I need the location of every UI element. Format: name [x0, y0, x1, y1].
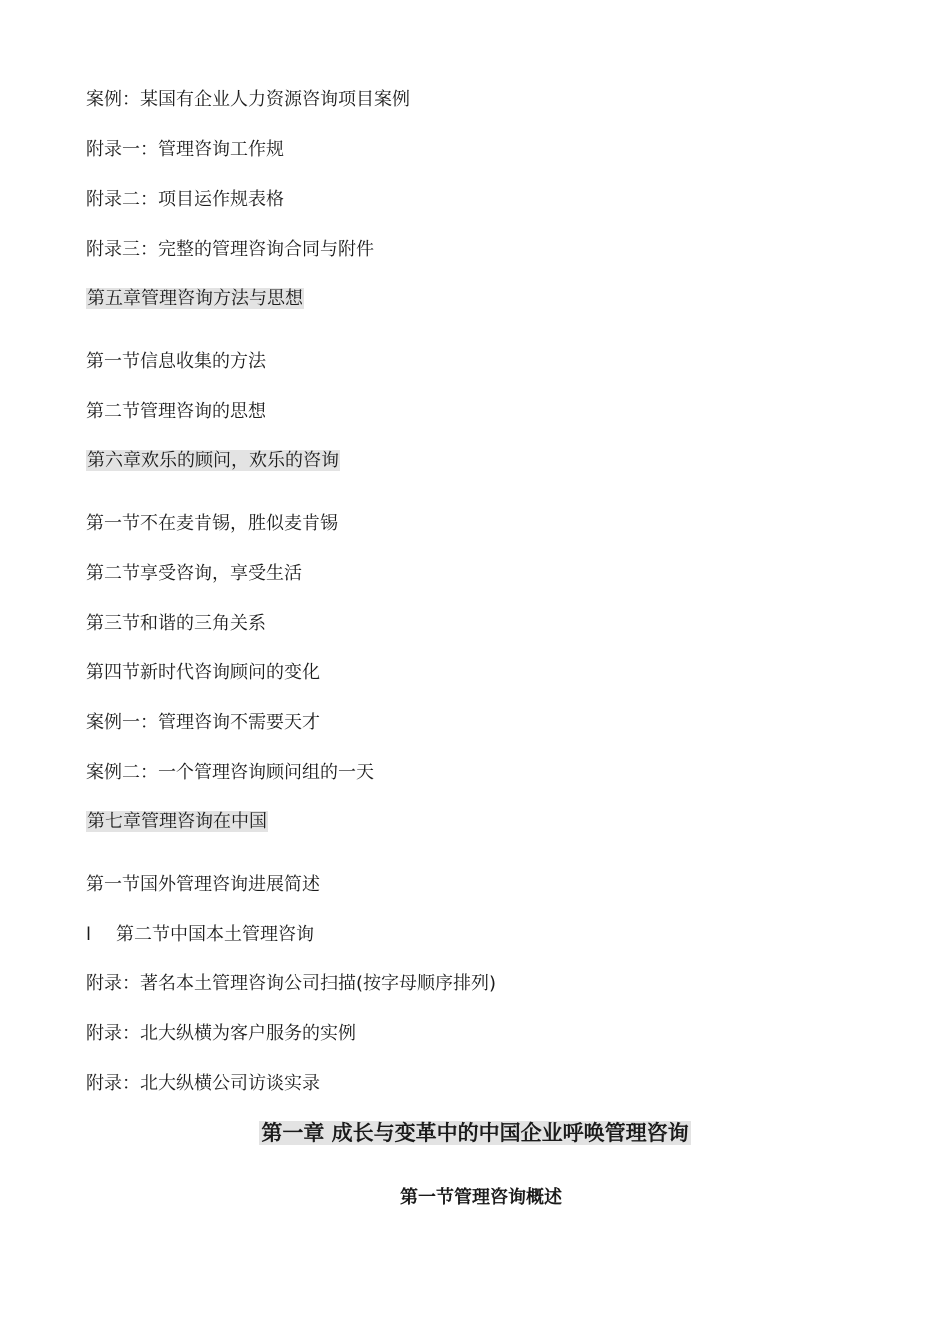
chapter-highlight: 第六章欢乐的顾问，欢乐的咨询 [87, 450, 339, 471]
toc-line: 第一节不在麦肯锡，胜似麦肯锡 [86, 513, 338, 534]
section-heading: 第一节管理咨询概述 [400, 1187, 562, 1208]
toc-line: 附录：著名本土管理咨询公司扫描(按字母顺序排列) [86, 973, 497, 994]
toc-line: 案例一：管理咨询不需要天才 [86, 712, 320, 733]
toc-chapter-line [86, 449, 340, 473]
toc-chapter-line [86, 810, 268, 834]
toc-line: 第二节享受咨询，享受生活 [86, 563, 302, 584]
toc-line: 附录一：管理咨询工作规 [86, 139, 284, 160]
toc-chapter-line [86, 287, 304, 311]
chapter-highlight: 第七章管理咨询在中国 [87, 811, 267, 832]
toc-line: 第一节国外管理咨询进展简述 [86, 874, 320, 895]
toc-line: 第四节新时代咨询顾问的变化 [86, 662, 320, 683]
toc-line: 附录：北大纵横公司访谈实录 [86, 1073, 320, 1094]
bullet-marker: l [86, 924, 92, 945]
toc-line: 附录：北大纵横为客户服务的实例 [86, 1023, 356, 1044]
toc-line: 案例：某国有企业人力资源咨询项目案例 [86, 89, 410, 110]
chapter-heading-text: 第一章 成长与变革中的中国企业呼唤管理咨询 [261, 1121, 689, 1145]
toc-line: 案例二：一个管理咨询顾问组的一天 [86, 762, 374, 783]
toc-line: 附录二：项目运作规表格 [86, 189, 284, 210]
toc-line: 第二节管理咨询的思想 [86, 401, 266, 422]
chapter-highlight: 第五章管理咨询方法与思想 [87, 288, 303, 309]
toc-bullet-text: 第二节中国本土管理咨询 [116, 924, 314, 945]
toc-line: 附录三：完整的管理咨询合同与附件 [86, 239, 374, 260]
toc-line: 第三节和谐的三角关系 [86, 613, 266, 634]
toc-bullet-line [86, 923, 314, 947]
toc-line: 第一节信息收集的方法 [86, 351, 266, 372]
chapter-heading [0, 1118, 950, 1148]
